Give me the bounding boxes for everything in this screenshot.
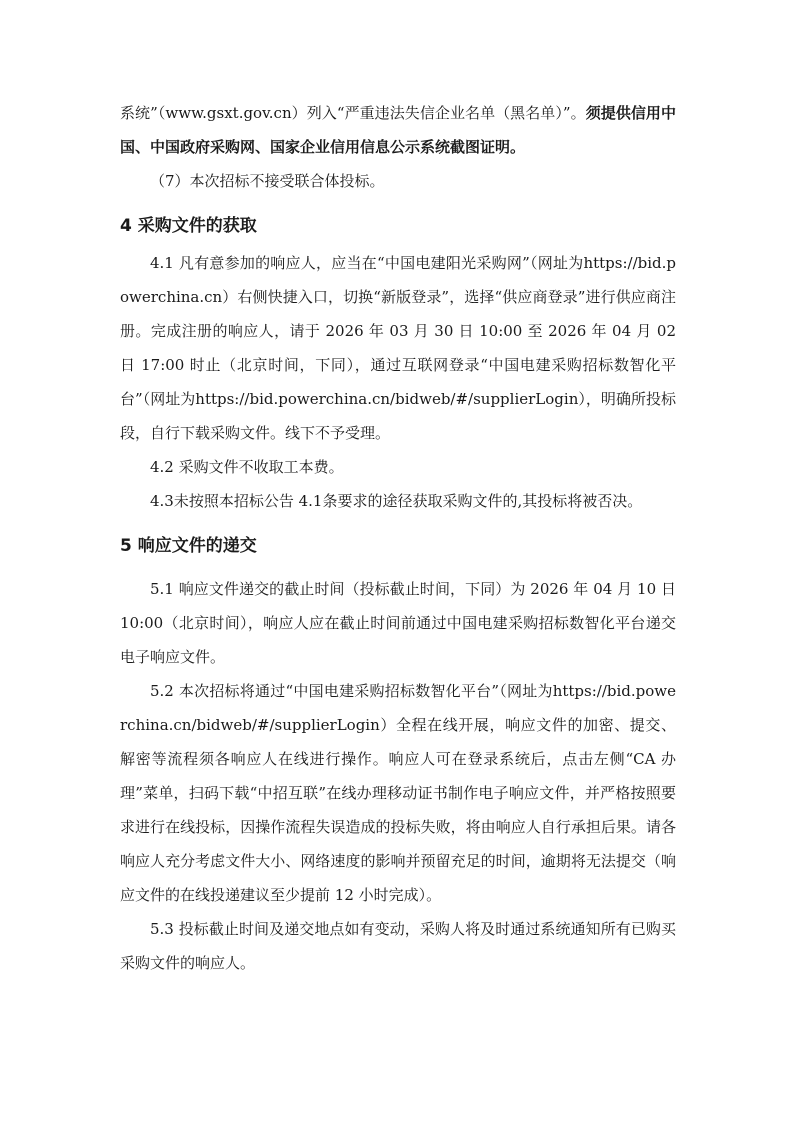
- section-4-heading: 4 采购文件的获取: [120, 216, 257, 236]
- intro-text: 系统”（www.gsxt.gov.cn）列入“严重违法失信企业名单（黑名单）”。: [120, 104, 586, 122]
- intro-bold-requirement: 须提供信用中国、中国政府采购网、国家企业信用信息公示系统截图证明。: [120, 104, 676, 156]
- section-4-2-paragraph: 4.2 采购文件不收取工本费。: [150, 458, 344, 476]
- section-5-heading: 5 响应文件的递交: [120, 536, 257, 556]
- section-5-2-paragraph: 5.2 本次招标将通过“中国电建采购招标数智化平台”（网址为https://bid.powerchina.cn/bidweb/#/supplierLogin）全程在线开展，响应文件的加密、提交、解密等流程须各响应人在线进行操作。响应人可在登录系统后，点击左侧“CA 办理”菜单，扫码下载“中招互联”在线办理移动证书制作电子响应文件，并严格按照要求进行在线投标，因操作流程失误造成的投标失败，将由响应人自行承担后果。请各响应人充分考虑文件大小、网络速度的影响并预留充足的时间，逾期将无法提交（响应文件的在线投递建议至少提前 12 小时完成）。: [120, 682, 676, 904]
- section-4-3-paragraph: 4.3未按照本招标公告 4.1条要求的途径获取采购文件的,其投标将被否决。: [150, 492, 643, 510]
- section-5-3-paragraph: 5.3 投标截止时间及递交地点如有变动，采购人将及时通过系统通知所有已购买采购文件的响应人。: [120, 920, 676, 972]
- intro-paragraph: [120, 96, 676, 164]
- section-4-1-paragraph: 4.1 凡有意参加的响应人，应当在“中国电建阳光采购网”（网址为https://bid.powerchina.cn）右侧快捷入口，切换“新版登录”，选择“供应商登录”进行供应商注册。完成注册的响应人，请于 2026 年 03 月 30 日 10:00 至 2026 年 04 月 02 日 17:00 时止（北京时间，下同），通过互联网登录“中国电建采购招标数智化平台”（网址为https://bid.powerchina.cn/bidweb/#/supplierLogin），明确所投标段，自行下载采购文件。线下不予受理。: [120, 254, 676, 442]
- item-7: （7）本次招标不接受联合体投标。: [150, 172, 385, 190]
- section-5-1-paragraph: 5.1 响应文件递交的截止时间（投标截止时间，下同）为 2026 年 04 月 10 日 10:00（北京时间），响应人应在截止时间前通过中国电建采购招标数智化平台递交电子响应文件。: [120, 580, 676, 666]
